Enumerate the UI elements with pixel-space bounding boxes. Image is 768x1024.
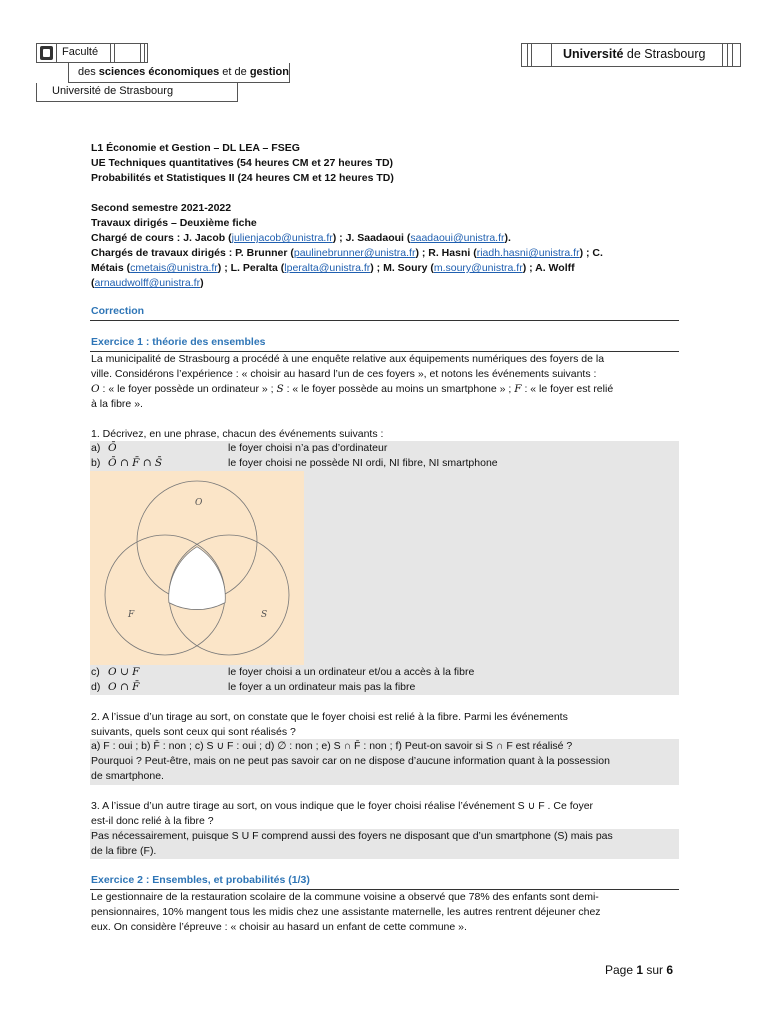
answer-row <box>91 456 679 471</box>
answer-row <box>91 441 679 456</box>
question-line: suivants, quels sont ceux qui sont réalisés ? <box>91 726 296 738</box>
statement-line: La municipalité de Strasbourg a procédé à une enquête relative aux équipements numériques des foyers de la <box>91 353 605 365</box>
email-link[interactable]: julienjacob@unistra.fr <box>231 232 333 244</box>
correction-rule <box>90 320 679 321</box>
faculty-header <box>36 43 296 103</box>
question-line: est-il donc relié à la fibre ? <box>91 815 214 827</box>
faculty-logo-icon <box>40 46 53 60</box>
university-stripe <box>527 43 528 67</box>
row-expression: Ō <box>108 442 117 454</box>
course-tutors-cont: Métais (cmetais@unistra.fr) ; L. Peralta (lperalta@unistra.fr) ; M. Soury (m.soury@unistra.fr) ; A. Wolff <box>91 262 575 274</box>
statement-line: O : « le foyer possède un ordinateur » ; S : « le foyer possède au moins un smartphone » ; F : « le foyer est relié <box>91 383 614 395</box>
university-name: Université de Strasbourg <box>563 47 706 61</box>
faculty-stripe <box>140 43 141 63</box>
venn-label-o: O <box>195 498 203 508</box>
exercise-1-statement <box>91 352 681 442</box>
course-ue: UE Techniques quantitatives (54 heures CM et 27 heures TD) <box>91 157 394 169</box>
answer-line: Pas nécessairement, puisque S U F comprend aussi des foyers ne disposant que d’un smartphone (S) mais pas <box>91 830 613 842</box>
question-line: 2. A l’issue d’un tirage au sort, on constate que le foyer choisi est relié à la fibre. Parmi les événements <box>91 711 568 723</box>
statement-line: pensionnaires, 10% mangent tous les midis chez une assistante maternelle, les autres rentrent déjeuner chez <box>91 906 601 918</box>
email-link[interactable]: arnaudwolff@unistra.fr <box>94 277 201 289</box>
faculty-divider <box>56 43 57 63</box>
answer-line: de la fibre (F). <box>91 845 157 857</box>
row-label: c) <box>91 666 100 678</box>
course-lecturers: Chargé de cours : J. Jacob (julienjacob@unistra.fr) ; J. Saadaoui (saadaoui@unistra.fr). <box>91 232 511 244</box>
question-1: 1. Décrivez, en une phrase, chacun des événements suivants : <box>91 428 384 440</box>
question-2 <box>91 710 681 740</box>
course-module: Probabilités et Statistiques II (24 heures CM et 12 heures TD) <box>91 172 394 184</box>
email-link[interactable]: paulinebrunner@unistra.fr <box>293 247 416 259</box>
row-expression: O ∪ F <box>108 666 140 678</box>
row-label: a) <box>91 442 101 454</box>
answer-row <box>91 680 679 695</box>
email-link[interactable]: saadaoui@unistra.fr <box>410 232 505 244</box>
statement-line: eux. On considère l’épreuve : « choisir au hasard un enfant de cette commune ». <box>91 921 467 933</box>
university-header <box>521 43 741 67</box>
page-number: Page 1 sur 6 <box>605 963 674 977</box>
venn-svg <box>90 471 304 665</box>
university-stripe <box>531 43 532 67</box>
statement-line: Le gestionnaire de la restauration scolaire de la commune voisine a observé que 78% des enfants sont demi- <box>91 891 599 903</box>
answer-line: de smartphone. <box>91 770 164 782</box>
faculty-stripe <box>110 43 111 63</box>
statement-line: ville. Considérons l’expérience : « choisir au hasard l’un de ces foyers », et notons les événements suivants : <box>91 368 597 380</box>
faculty-university: Université de Strasbourg <box>52 85 174 97</box>
row-answer: le foyer choisi a un ordinateur et/ou a accès à la fibre <box>228 666 475 678</box>
faculty-stripe <box>144 43 145 63</box>
university-stripe <box>727 43 728 67</box>
exercise-2-statement <box>91 890 681 935</box>
email-link[interactable]: riadh.hasni@unistra.fr <box>476 247 580 259</box>
venn-diagram <box>90 471 304 665</box>
venn-label-s: S <box>261 610 268 620</box>
answer-row <box>91 665 679 680</box>
row-answer: le foyer choisi n’a pas d’ordinateur <box>228 442 388 454</box>
university-stripe <box>732 43 733 67</box>
question-3 <box>91 799 681 829</box>
row-label: d) <box>91 681 101 693</box>
course-tutors-end: (arnaudwolff@unistra.fr) <box>91 277 204 289</box>
row-expression: Ō ∩ F̄ ∩ S̄ <box>108 457 163 469</box>
answer-3 <box>91 829 681 859</box>
venn-gray-area <box>304 471 679 665</box>
course-info <box>91 141 691 291</box>
exercise-1-title: Exercice 1 : théorie des ensembles <box>91 336 266 348</box>
row-answer: le foyer a un ordinateur mais pas la fibre <box>228 681 416 693</box>
course-semester: Second semestre 2021-2022 <box>91 202 232 214</box>
university-stripe <box>551 43 552 67</box>
answer-line: Pourquoi ? Peut-être, mais on ne peut pas savoir car on ne dispose d’aucune information quant à la possession <box>91 755 610 767</box>
question-line: 3. A l’issue d’un autre tirage au sort, on vous indique que le foyer choisi réalise l’événement S ∪ F . Ce foyer <box>91 800 594 812</box>
faculty-stripe <box>114 43 115 63</box>
course-title: L1 Économie et Gestion – DL LEA – FSEG <box>91 142 300 154</box>
row-label: b) <box>91 457 101 469</box>
exercise-2-title: Exercice 2 : Ensembles, et probabilités (1/3) <box>91 874 310 886</box>
course-tutors: Chargés de travaux dirigés : P. Brunner (paulinebrunner@unistra.fr) ; R. Hasni (riadh.hasni@unistra.fr) ; C. <box>91 247 603 259</box>
university-stripe <box>722 43 723 67</box>
answer-2 <box>91 739 681 784</box>
email-link[interactable]: m.soury@unistra.fr <box>433 262 523 274</box>
faculty-name: Faculté <box>62 46 99 58</box>
faculty-subtitle: des sciences économiques et de gestion <box>78 66 289 78</box>
row-expression: O ∩ F̄ <box>108 681 140 693</box>
row-answer: le foyer choisi ne possède NI ordi, NI fibre, NI smartphone <box>228 457 498 469</box>
venn-label-f: F <box>128 610 135 620</box>
course-sheet: Travaux dirigés – Deuxième fiche <box>91 217 257 229</box>
correction-heading: Correction <box>91 305 145 317</box>
statement-line: à la fibre ». <box>91 398 143 410</box>
answer-line: a) F : oui ; b) F̄ : non ; c) S ∪ F : oui ; d) ∅ : non ; e) S ∩ F̄ : non ; f) Peut-on savoir si S ∩ F est réalisé ? <box>91 740 573 752</box>
email-link[interactable]: lperalta@unistra.fr <box>284 262 371 274</box>
email-link[interactable]: cmetais@unistra.fr <box>130 262 218 274</box>
